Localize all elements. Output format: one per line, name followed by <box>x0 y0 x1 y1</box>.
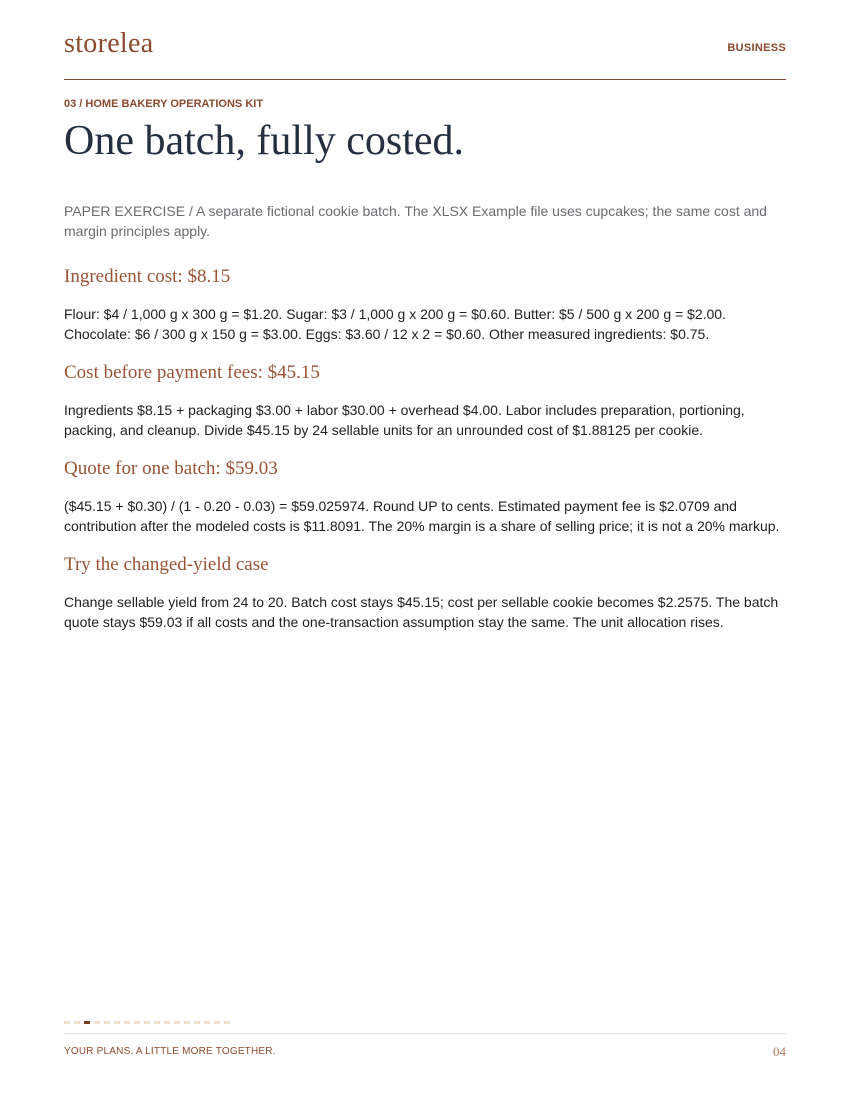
section-body: Flour: $4 / 1,000 g x 300 g = $1.20. Sugar: $3 / 1,000 g x 200 g = $0.60. Butter: $5 / 500 g x 200 g = $2.00. Chocolate: $6 / 300 g x 150 g = $3.00. Eggs: $3.60 / 12 x 2 = $0.60. Other measured ingredients: $0.75. <box>64 306 726 342</box>
footer-divider <box>64 1033 786 1034</box>
section-body: ($45.15 + $0.30) / (1 - 0.20 - 0.03) = $59.025974. Round UP to cents. Estimated payment fee is $2.0709 and contribution after the modeled costs is $11.8091. The 20% margin is a share of selling price; it is not a 20% markup. <box>64 498 780 534</box>
progress-dot <box>154 1021 160 1024</box>
section-body: Ingredients $8.15 + packaging $3.00 + labor $30.00 + overhead $4.00. Labor includes preparation, portioning, packing, and cleanup. Divide $45.15 by 24 sellable units for an unrounded cost of $1.88125 per cookie. <box>64 402 745 438</box>
progress-dot <box>224 1021 230 1024</box>
progress-dot <box>104 1021 110 1024</box>
section-heading: Ingredient cost: $8.15 <box>64 266 231 287</box>
section-heading: Quote for one batch: $59.03 <box>64 458 278 479</box>
section-ingredient-cost <box>64 264 786 344</box>
progress-dot <box>184 1021 190 1024</box>
progress-dot <box>164 1021 170 1024</box>
section-body: Change sellable yield from 24 to 20. Batch cost stays $45.15; cost per sellable cookie becomes $2.2575. The batch quote stays $59.03 if all costs and the one-transaction assumption stay the same. The unit allocation rises. <box>64 594 779 630</box>
header-divider <box>64 79 786 80</box>
section-label: BUSINESS <box>727 42 786 54</box>
progress-dot-active <box>84 1021 90 1024</box>
section-batch-quote <box>64 456 786 536</box>
progress-dot <box>94 1021 100 1024</box>
kicker: 03 / HOME BAKERY OPERATIONS KIT <box>64 98 264 110</box>
intro-text: PAPER EXERCISE / A separate fictional cookie batch. The XLSX Example file uses cupcakes; the same cost and margin principles apply. <box>64 203 767 239</box>
progress-dot <box>214 1021 220 1024</box>
progress-dot <box>144 1021 150 1024</box>
progress-dot <box>124 1021 130 1024</box>
progress-dot <box>64 1021 70 1024</box>
section-heading: Try the changed-yield case <box>64 554 269 575</box>
content <box>64 264 786 648</box>
page-number: 04 <box>773 1044 786 1059</box>
progress-dot <box>174 1021 180 1024</box>
progress-dot <box>134 1021 140 1024</box>
section-heading: Cost before payment fees: $45.15 <box>64 362 320 383</box>
progress-dot <box>204 1021 210 1024</box>
page-title: One batch, fully costed. <box>64 118 465 164</box>
page-progress-indicator <box>64 1021 230 1024</box>
progress-dot <box>114 1021 120 1024</box>
footer-tagline: YOUR PLANS. A LITTLE MORE TOGETHER. <box>64 1046 276 1057</box>
progress-dot <box>194 1021 200 1024</box>
section-changed-yield <box>64 552 786 632</box>
progress-dot <box>74 1021 80 1024</box>
brand-logo: storelea <box>64 28 154 59</box>
section-cost-before-fees <box>64 360 786 440</box>
